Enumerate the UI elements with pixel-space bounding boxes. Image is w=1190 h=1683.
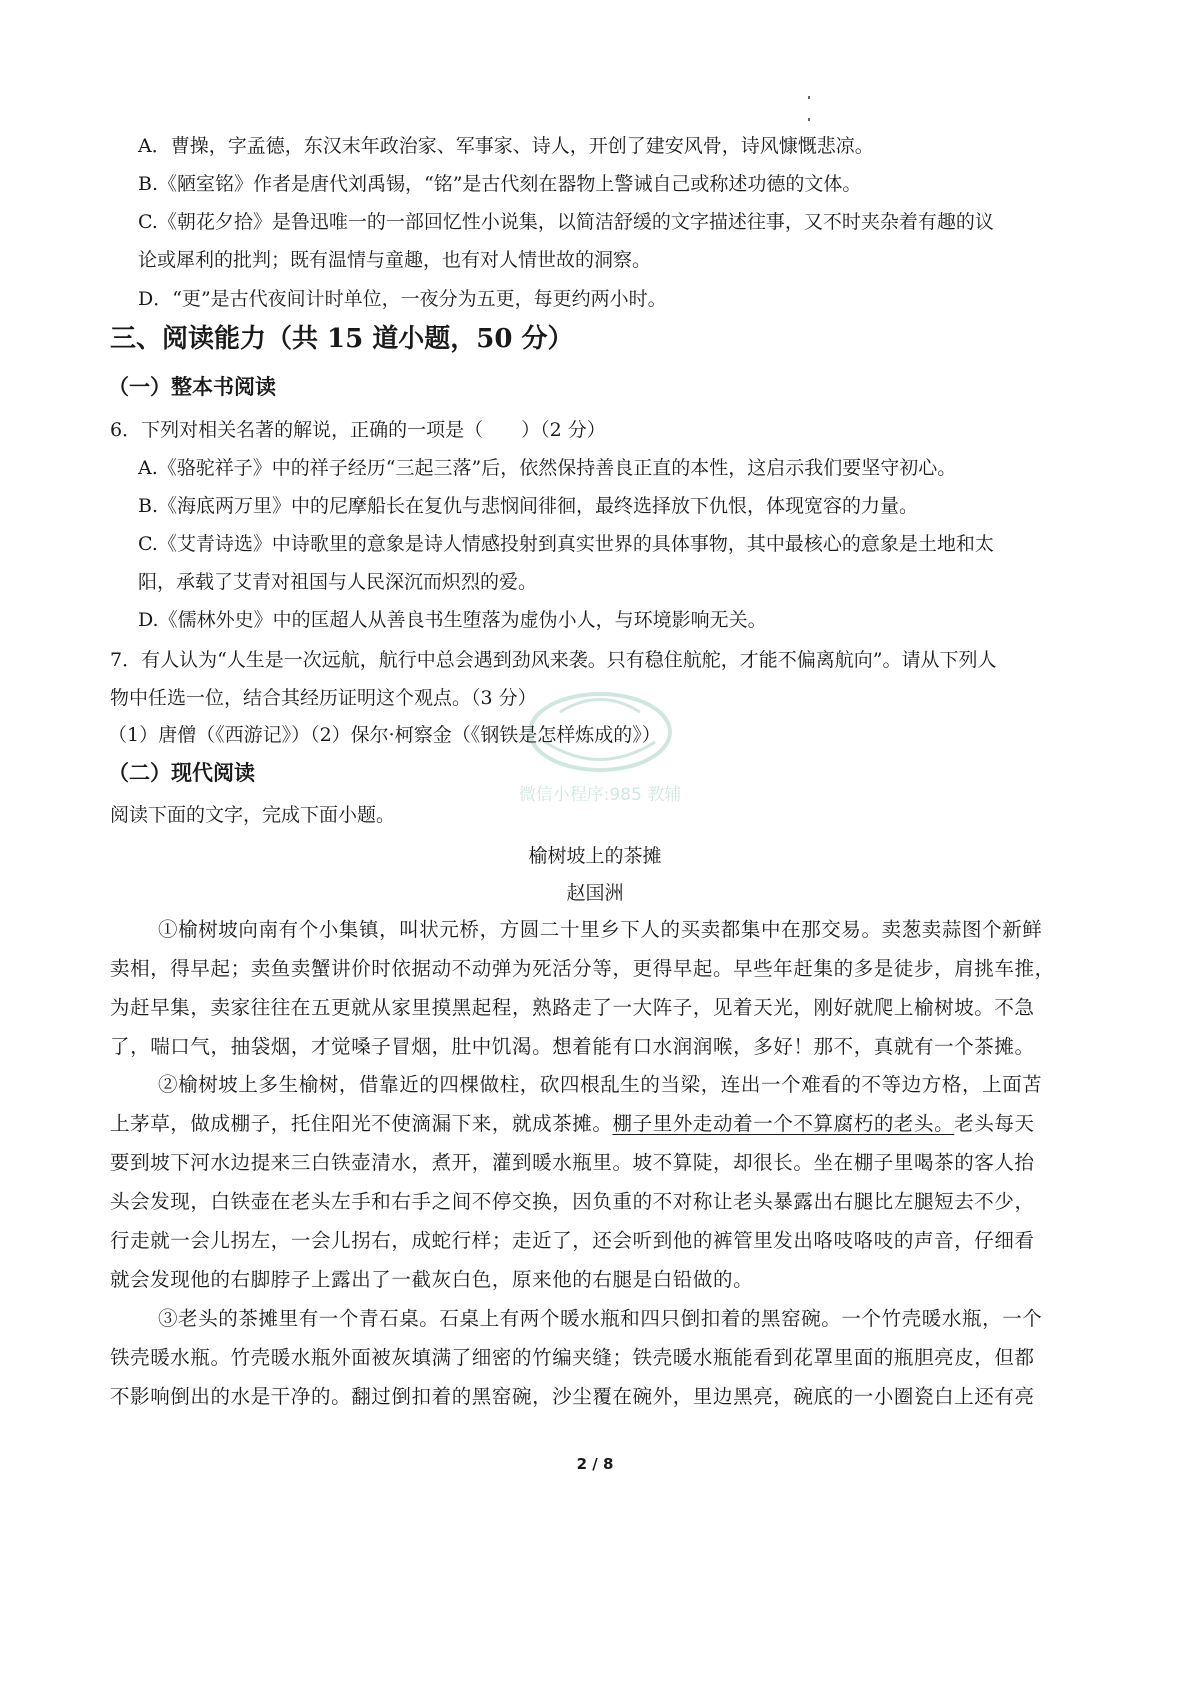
paragraph-2-text: 老头每天 (954, 1112, 1035, 1135)
article-title: 榆树坡上的茶摊 (528, 845, 662, 867)
q7-choices: （1）唐僧（《西游记》）（2）保尔·柯察金（《钢铁是怎样炼成的》） (108, 724, 661, 746)
q7-stem-line2: 物中任选一位，结合其经历证明这个观点。（3 分） (110, 687, 537, 709)
subsection-title-2: （二）现代阅读 (108, 760, 255, 785)
paragraph-3-line: 铁壳暖水瓶。竹壳暖水瓶外面被灰填满了细密的竹编夹缝；铁壳暖水瓶能看到花罩里面的瓶胆亮皮，但都 (110, 1346, 1035, 1369)
paragraph-2-line: 就会发现他的右脚脖子上露出了一截灰白色，原来他的右腿是白铅做的。 (110, 1268, 754, 1291)
q6-option-d: D.《儒林外史》中的匡超人从善良书生堕落为虚伪小人，与环境影响无关。 (138, 609, 767, 631)
paragraph-1-line: 了，喘口气，抽袋烟，才觉嗓子冒烟，肚中饥渴。想着能有口水润润喉，多好！那不，真就有一个茶摊。 (110, 1035, 1035, 1058)
q7-stem-line1: 7．有人认为“人生是一次远航，航行中总会遇到劲风来袭。只有稳住航舵，才能不偏离航向”。请从下列人 (110, 649, 997, 671)
watermark-text: 微信小程序:985 教辅 (518, 785, 682, 805)
paragraph-3-line: ③老头的茶摊里有一个青石桌。石桌上有两个暖水瓶和四只倒扣着的黑窑碗。一个竹壳暖水瓶，一个 (158, 1307, 1043, 1330)
q5-option-b: B.《陋室铭》作者是唐代刘禹锡，“铭”是古代刻在器物上警诫自己或称述功德的文体。 (138, 173, 862, 195)
q5-option-d: D．“更”是古代夜间计时单位，一夜分为五更，每更约两小时。 (138, 288, 667, 310)
q6-option-c-cont: 阳，承载了艾青对祖国与人民深沉而炽烈的爱。 (138, 571, 538, 593)
underlined-sentence: 棚子里外走动着一个不算腐朽的老头。 (612, 1112, 955, 1135)
q6-option-b: B.《海底两万里》中的尼摩船长在复仇与悲悯间徘徊，最终选择放下仇恨，体现宽容的力量。 (138, 495, 919, 517)
paragraph-2-line-mixed (110, 1111, 1035, 1137)
q5-option-c-cont: 论或犀利的批判；既有温情与童趣，也有对人情世故的洞察。 (138, 249, 652, 271)
paragraph-2-text: 上茅草，做成棚子，托住阳光不使滴漏下来，就成茶摊。 (110, 1112, 613, 1135)
paragraph-2-line: 要到坡下河水边提来三白铁壶清水，煮开，灌到暖水瓶里。坡不算陡，却很长。坐在棚子里喝茶的客人抬 (110, 1151, 1035, 1174)
paragraph-2-line: ②榆树坡上多生榆树，借靠近的四棵做柱，砍四根乱生的当梁，连出一个难看的不等边方格，上面苫 (158, 1073, 1043, 1096)
paragraph-1-line: 卖相，得早起；卖鱼卖蟹讲价时依据动不动弹为死活分等，更得早起。早些年赶集的多是徒步，肩挑车推， (110, 957, 1055, 980)
reading-instruction: 阅读下面的文字，完成下面小题。 (110, 804, 396, 826)
article-author: 赵国洲 (566, 882, 624, 904)
subsection-title-1: （一）整本书阅读 (108, 374, 276, 399)
watermark-emblem-icon (490, 682, 710, 782)
q5-option-c: C.《朝花夕拾》是鲁迅唯一的一部回忆性小说集，以简洁舒缓的文字描述往事，又不时夹杂着有趣的议 (138, 211, 994, 233)
section-title: 三、阅读能力（共 15 道小题，50 分） (110, 324, 574, 354)
paragraph-1-line: 为赶早集，卖家往往在五更就从家里摸黑起程，熟路走了一大阵子，见着天光，刚好就爬上榆树坡。不急 (110, 996, 1035, 1019)
paragraph-1-line: ①榆树坡向南有个小集镇，叫状元桥，方圆二十里乡下人的买卖都集中在那交易。卖葱卖蒜图个新鲜 (158, 918, 1043, 941)
paragraph-3-line: 不影响倒出的水是干净的。翻过倒扣着的黑窑碗，沙尘覆在碗外，里边黑亮，碗底的一小圈瓷白上还有亮 (110, 1385, 1035, 1408)
paragraph-2-line: 行走就一会儿拐左，一会儿拐右，成蛇行样；走近了，还会听到他的裤管里发出咯吱咯吱的声音，仔细看 (110, 1229, 1035, 1252)
watermark-logo (490, 682, 710, 822)
paragraph-2-line: 头会发现，白铁壶在老头左手和右手之间不停交换，因负重的不对称让老头暴露出右腿比左腿短去不少， (110, 1190, 1035, 1213)
scan-marks (808, 96, 810, 130)
page-number: 2 / 8 (576, 1455, 614, 1473)
q6-option-a: A.《骆驼祥子》中的祥子经历“三起三落”后，依然保持善良正直的本性，这启示我们要坚守初心。 (138, 457, 957, 479)
q6-stem: 6．下列对相关名著的解说，正确的一项是（ ）（2 分） (110, 419, 606, 441)
q5-option-a: A．曹操，字孟德，东汉末年政治家、军事家、诗人，开创了建安风骨，诗风慷慨悲凉。 (138, 135, 874, 157)
q6-option-c: C.《艾青诗选》中诗歌里的意象是诗人情感投射到真实世界的具体事物，其中最核心的意象是土地和太 (138, 533, 994, 555)
